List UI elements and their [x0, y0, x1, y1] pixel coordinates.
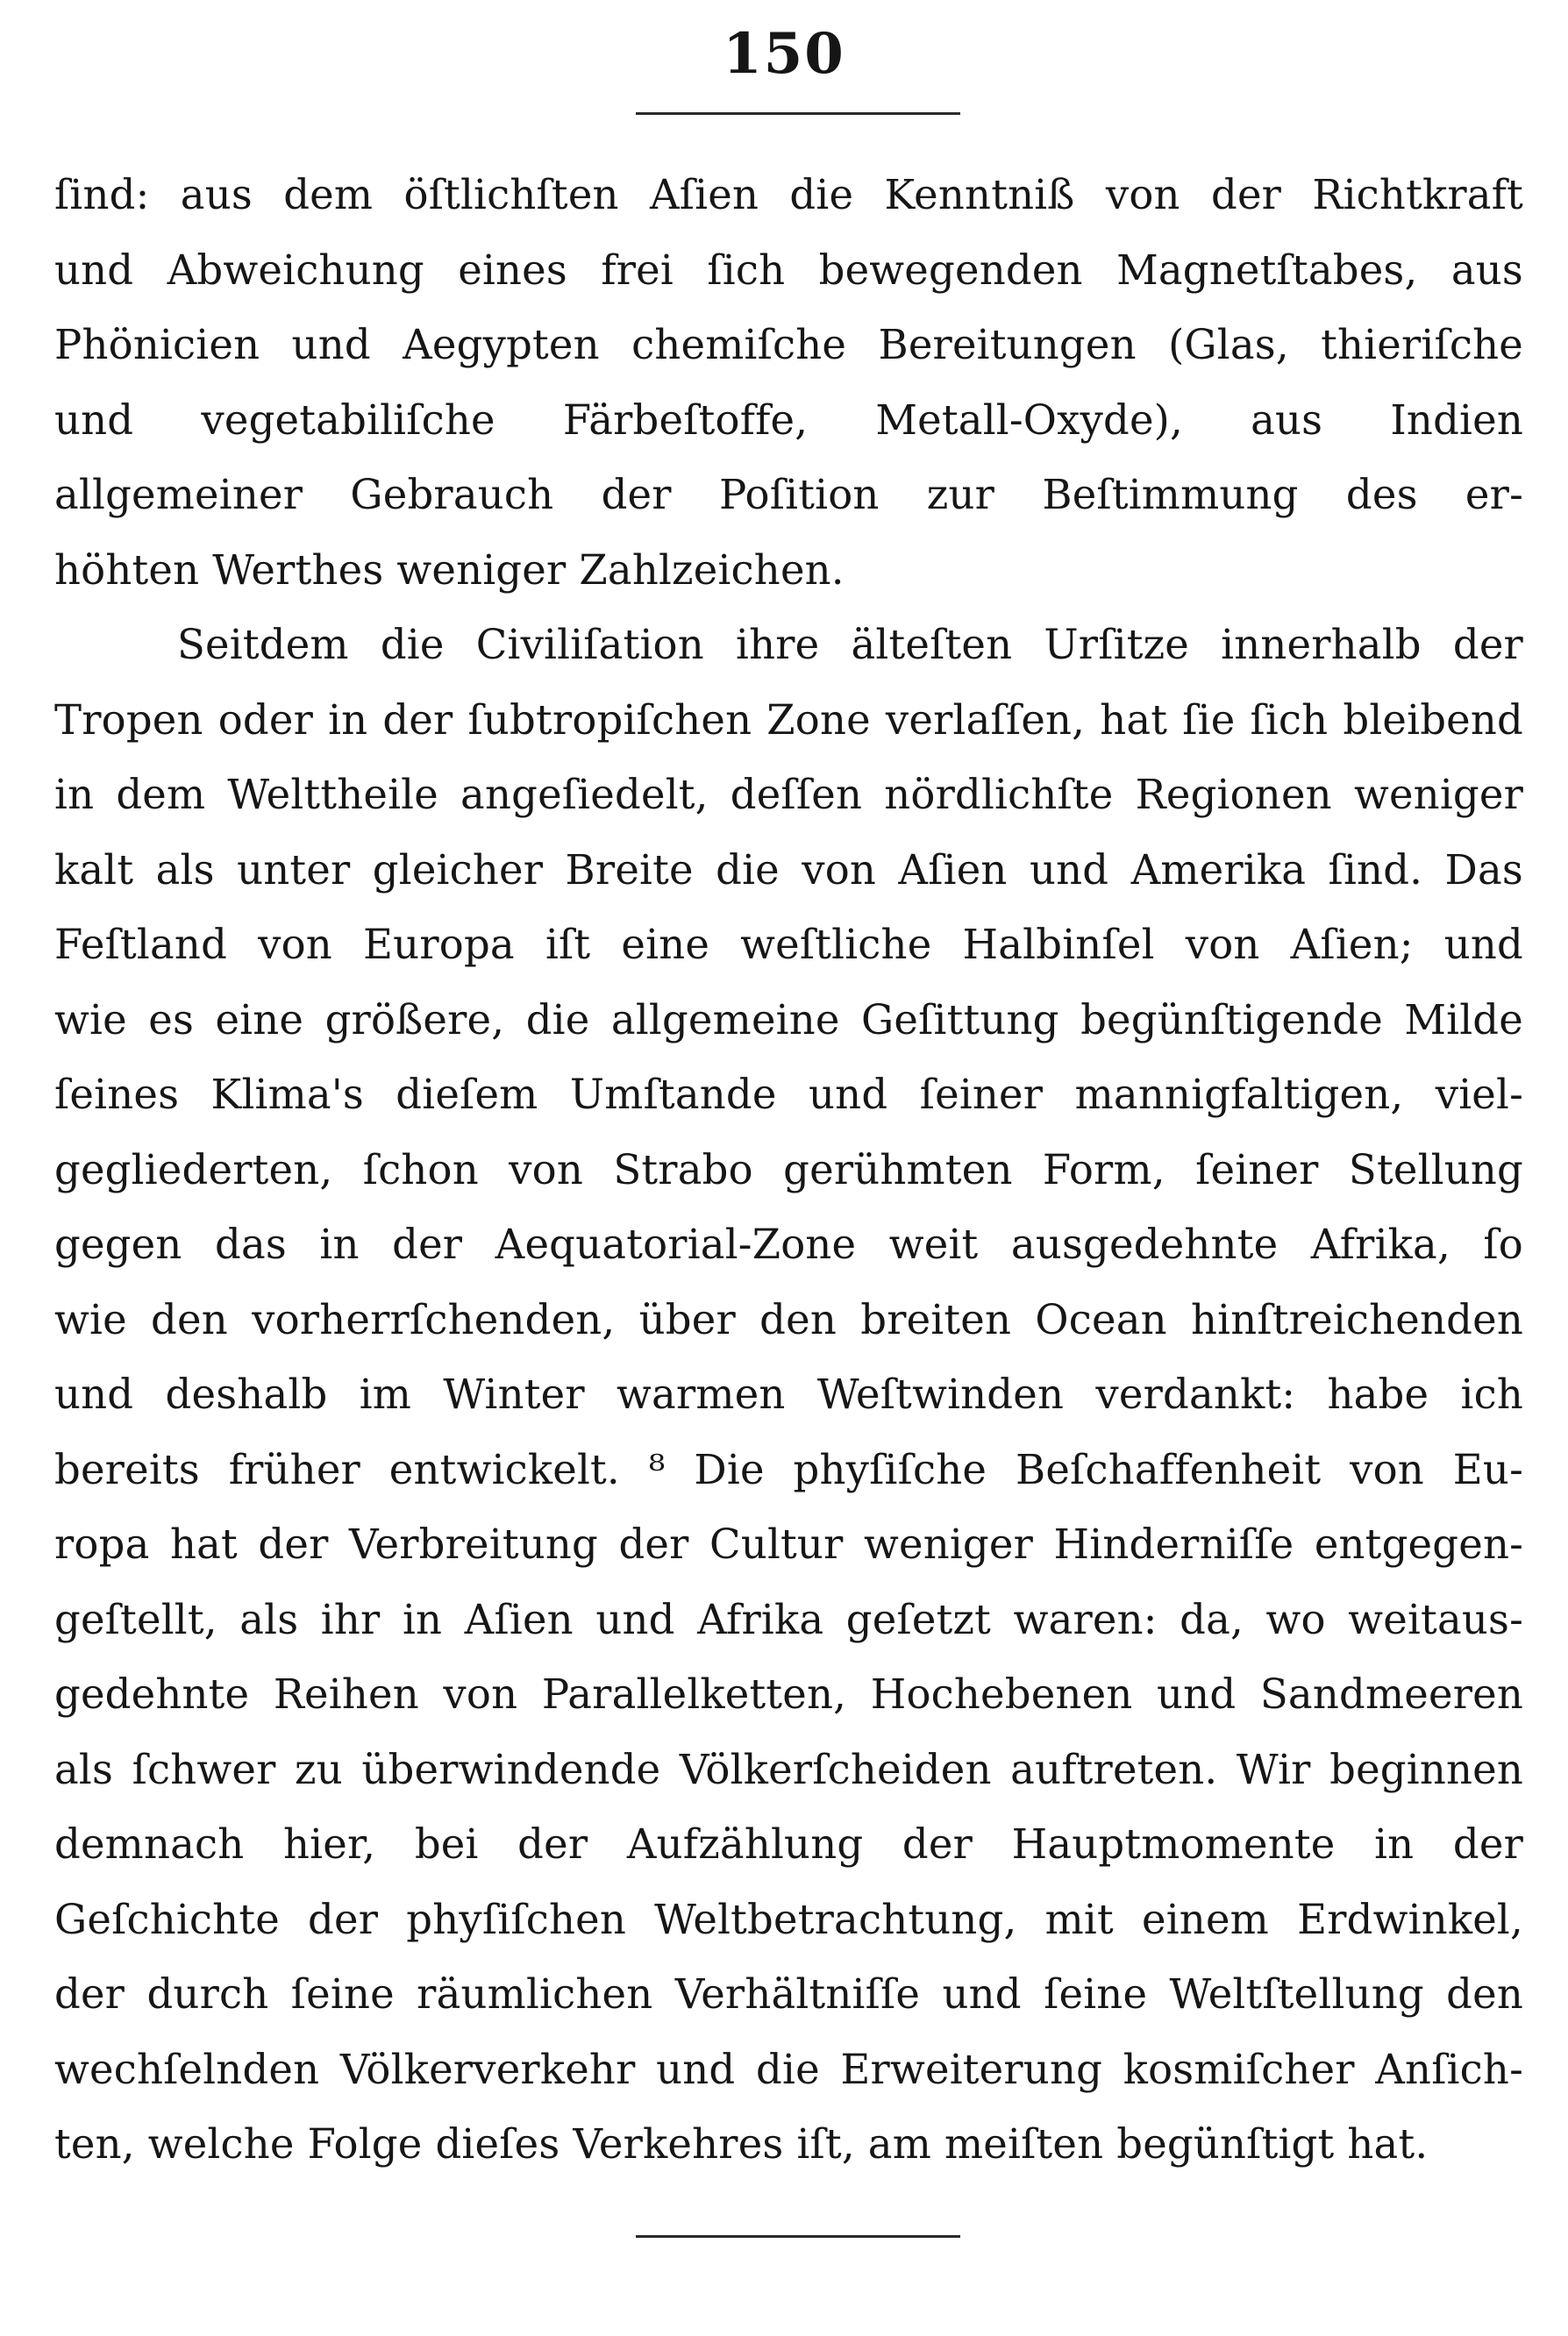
text-line: gegliederten, ſchon von Strabo gerühmten Form, ſeiner Stellung	[54, 1145, 1523, 1193]
text-line: allgemeiner Gebrauch der Poſition zur Beſtimmung des er-	[54, 471, 1523, 518]
text-line: gegen das in der Aequatorial-Zone weit ausgedehnte Afrika, ſo	[54, 1221, 1523, 1268]
text-line: Feſtland von Europa iſt eine weſtliche Halbinſel von Aſien; und	[54, 921, 1523, 968]
text-line: Phönicien und Aegypten chemiſche Bereitungen (Glas, thieriſche	[54, 321, 1523, 368]
text-line: und Abweichung eines frei ſich bewegenden Magnetſtabes, aus	[54, 246, 1523, 294]
text-line: höhten Werthes weniger Zahlzeichen.	[54, 545, 845, 594]
text-line: Geſchichte der phyſiſchen Weltbetrachtung, mit einem Erdwinkel,	[54, 1895, 1523, 1943]
text-line: der durch ſeine räumlichen Verhältniſſe und ſeine Weltſtellung den	[54, 1970, 1523, 2018]
text-line: Tropen oder in der ſubtropiſchen Zone verlaſſen, hat ſie ſich bleibend	[54, 695, 1523, 744]
text-line: gedehnte Reihen von Parallelketten, Hochebenen und Sandmeeren	[54, 1670, 1523, 1718]
text-line: und vegetabiliſche Färbeſtoffe, Metall-Oxyde), aus Indien	[54, 395, 1523, 444]
body-text	[54, 158, 1523, 2183]
text-line: in dem Welttheile angeſiedelt, deſſen nördlichſte Regionen weniger	[54, 771, 1523, 818]
text-line: ten, welche Folge dieſes Verkehres iſt, am meiſten begünſtigt hat.	[54, 2120, 1429, 2168]
text-line: ſeines Klima's dieſem Umſtande und ſeiner mannigfaltigen, viel-	[54, 1071, 1523, 1118]
footer-rule	[636, 2235, 960, 2238]
text-line: demnach hier, bei der Aufzählung der Hauptmomente in der	[54, 1820, 1523, 1868]
text-line: wie den vorherrſchenden, über den breiten Ocean hinſtreichenden	[54, 1295, 1523, 1343]
text-line: wie es eine größere, die allgemeine Geſittung begünſtigende Milde	[54, 995, 1523, 1043]
text-line: geſtellt, als ihr in Aſien und Afrika geſetzt waren: da, wo weitaus-	[54, 1595, 1523, 1643]
page-number: 150	[723, 21, 845, 87]
text-line: ſind: aus dem öſtlichſten Aſien die Kenntniß von der Richtkraft	[54, 171, 1523, 218]
text-line: ropa hat der Verbreitung der Cultur weniger Hinderniſſe entgegen-	[54, 1521, 1523, 1568]
text-line: wechſelnden Völkerverkehr und die Erweiterung kosmiſcher Anſich-	[54, 2045, 1523, 2093]
text-line: und deshalb im Winter warmen Weſtwinden verdankt: habe ich	[54, 1371, 1523, 1418]
text-line: bereits früher entwickelt. ⁸ Die phyſiſche Beſchaffenheit von Eu-	[54, 1445, 1523, 1493]
text-line: als ſchwer zu überwindende Völkerſcheiden auftreten. Wir beginnen	[54, 1745, 1523, 1793]
header-rule	[636, 112, 960, 115]
text-line: kalt als unter gleicher Breite die von Aſien und Amerika ſind. Das	[54, 845, 1523, 894]
paragraph-start-line: Seitdem die Civiliſation ihre älteſten Urſitze innerhalb der	[177, 621, 1523, 668]
